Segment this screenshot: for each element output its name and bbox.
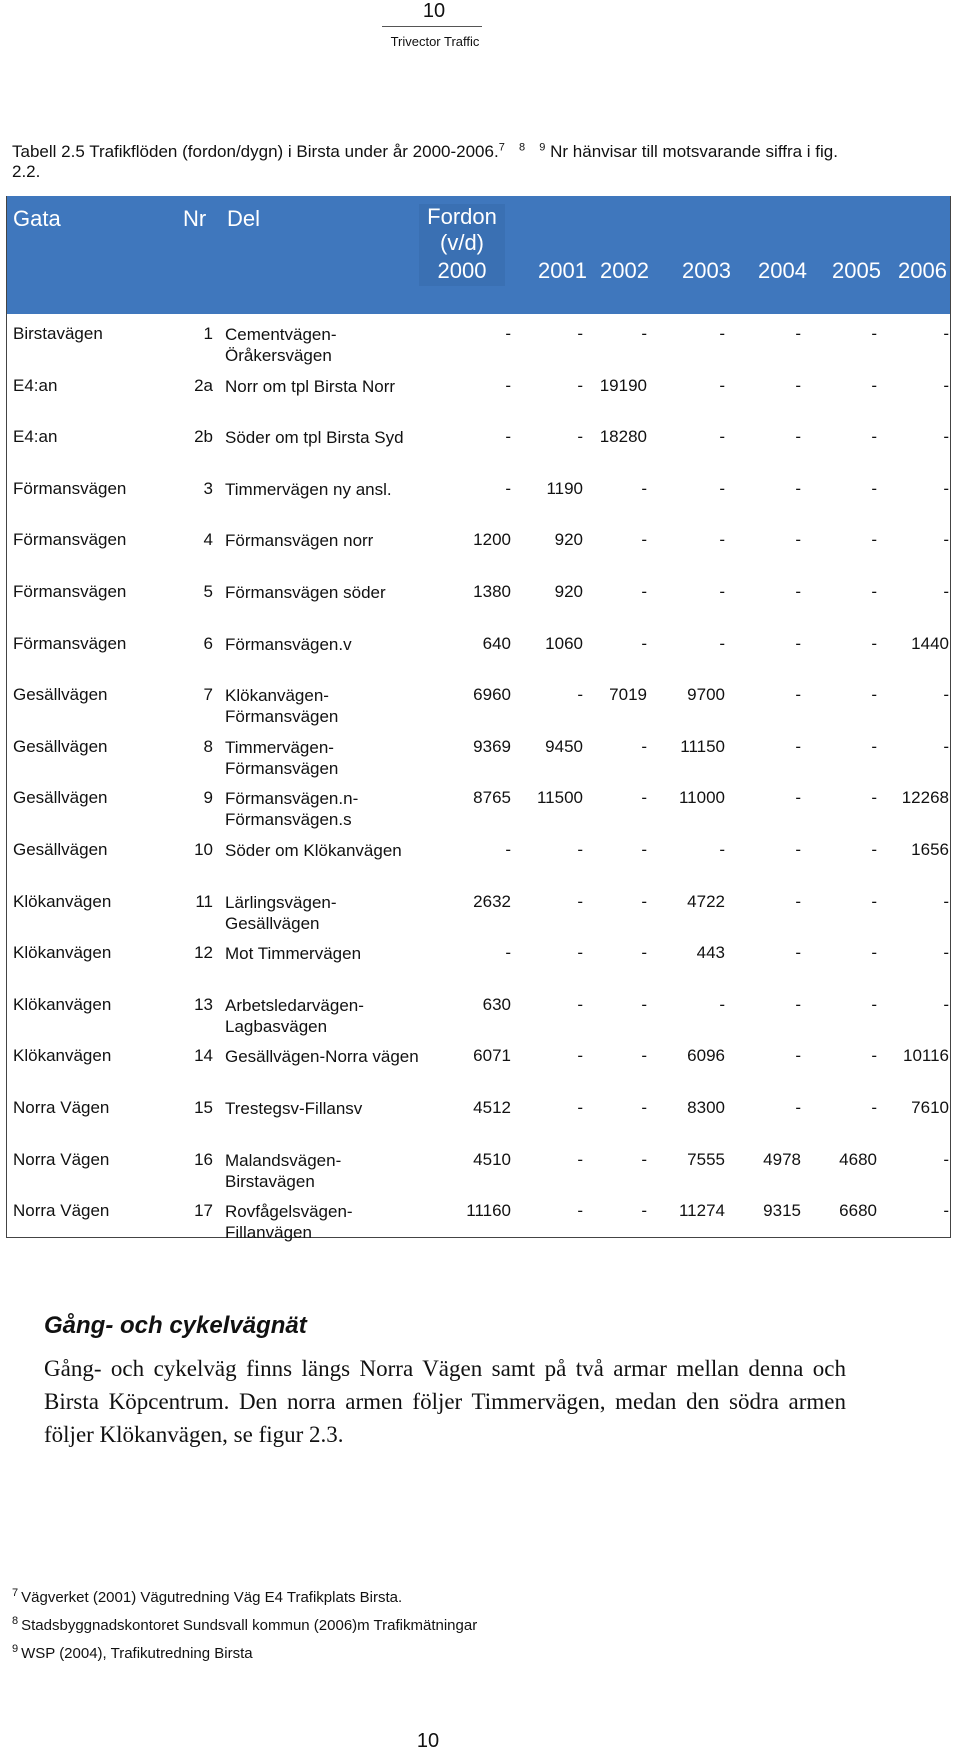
header-year-2004: 2004 <box>758 258 807 283</box>
cell-year-2000: - <box>505 479 511 498</box>
cell-year-2006: - <box>943 582 949 601</box>
cell-nr: 1 <box>203 324 213 343</box>
cell-year-2002: - <box>641 582 647 601</box>
cell-year-2006: - <box>943 995 949 1014</box>
table-row <box>7 582 950 622</box>
cell-nr: 2b <box>194 427 213 446</box>
section-paragraph: Gång- och cykelväg finns längs Norra Vägen samt på två armar mellan denna och Birsta Köpcentrum. Den norra armen följer Timmervägen, medan den södra armen följer Klökanvägen, se figur 2.3. <box>44 1356 846 1447</box>
table-row <box>7 1150 950 1190</box>
cell-gata: Förmansvägen <box>13 634 127 653</box>
table-row <box>7 788 950 828</box>
cell-year-2005: - <box>871 995 877 1014</box>
cell-year-2001: 1060 <box>545 634 583 653</box>
header-page-number: 10 <box>422 0 446 22</box>
cell-nr: 5 <box>203 582 213 601</box>
cell-year-2002: 19190 <box>599 376 647 395</box>
cell-del: Förmansvägen.v <box>225 635 352 654</box>
cell-year-2005: - <box>871 840 877 859</box>
cell-year-2003: 11274 <box>678 1201 725 1220</box>
cell-del: Klökanvägen-Förmansvägen <box>225 686 339 726</box>
footnote-9 <box>12 1644 477 1672</box>
cell-nr: 17 <box>194 1201 213 1220</box>
cell-del: Trestegsv-Fillansv <box>225 1099 363 1118</box>
table-row <box>7 427 950 467</box>
cell-year-2004: - <box>795 479 801 498</box>
cell-del: Söder om tpl Birsta Syd <box>225 428 404 447</box>
cell-year-2000: 1380 <box>473 582 511 601</box>
cell-del: Malandsvägen-Birstavägen <box>225 1151 342 1191</box>
cell-year-2001: 920 <box>554 582 583 601</box>
table-row <box>7 943 950 983</box>
cell-del: Förmansvägen söder <box>225 583 386 602</box>
cell-year-2004: - <box>795 1098 801 1117</box>
header-del: Del <box>227 206 261 231</box>
cell-nr: 15 <box>194 1098 213 1117</box>
cell-year-2001: - <box>577 892 583 911</box>
cell-year-2001: - <box>577 840 583 859</box>
cell-year-2003: 11150 <box>680 737 725 756</box>
cell-year-2003: 9700 <box>687 685 725 704</box>
footnote-8 <box>12 1616 477 1644</box>
cell-year-2002: - <box>641 943 647 962</box>
cell-year-2003: 11000 <box>678 788 725 807</box>
cell-year-2001: - <box>577 1046 583 1065</box>
cell-year-2004: - <box>795 376 801 395</box>
traffic-table <box>6 196 951 1242</box>
cell-year-2003: - <box>719 530 725 549</box>
caption-text: Tabell 2.5 Trafikflöden (fordon/dygn) i Birsta under år 2000-2006. <box>12 142 499 161</box>
cell-year-2000: - <box>505 840 511 859</box>
header-year-2003: 2003 <box>682 258 731 283</box>
cell-year-2004: - <box>795 530 801 549</box>
cell-year-2000: 8765 <box>473 788 511 807</box>
cell-year-2006: 10116 <box>902 1046 949 1065</box>
table-row <box>7 634 950 674</box>
cell-year-2005: - <box>871 479 877 498</box>
cell-gata: E4:an <box>13 427 58 446</box>
table-row <box>7 1046 950 1086</box>
table-row <box>7 892 950 932</box>
header-gata: Gata <box>13 206 61 231</box>
cell-year-2006: - <box>943 324 949 343</box>
cell-year-2002: - <box>641 1098 647 1117</box>
cell-year-2001: - <box>577 995 583 1014</box>
cell-year-2001: - <box>577 324 583 343</box>
table-row <box>7 737 950 777</box>
table-row <box>7 995 950 1035</box>
table-row <box>7 479 950 519</box>
cell-del: Cementvägen-Öråkersvägen <box>225 325 337 365</box>
cell-gata: Gesällvägen <box>13 737 108 756</box>
cell-year-2003: - <box>719 324 725 343</box>
cell-year-2006: 12268 <box>901 788 949 807</box>
cell-year-2000: - <box>505 324 511 343</box>
cell-year-2000: 2632 <box>473 892 511 911</box>
cell-del: Lärlingsvägen-Gesällvägen <box>225 893 337 933</box>
cell-year-2001: - <box>577 427 583 446</box>
cell-year-2002: - <box>641 634 647 653</box>
cell-year-2002: 7019 <box>609 685 647 704</box>
cell-year-2002: - <box>641 892 647 911</box>
cell-year-2003: 443 <box>696 943 725 962</box>
header-fordon: Fordon <box>427 204 497 229</box>
cell-year-2005: - <box>871 685 877 704</box>
cell-del: Mot Timmervägen <box>225 944 362 963</box>
footnote-text: Vägverket (2001) Vägutredning Väg E4 Trafikplats Birsta. <box>21 1589 403 1606</box>
cell-year-2006: - <box>943 943 949 962</box>
footnote-number: 8 <box>12 1615 19 1627</box>
cell-year-2005: - <box>871 1098 877 1117</box>
table-row <box>7 685 950 725</box>
cell-year-2004: - <box>795 892 801 911</box>
cell-year-2006: - <box>943 1201 949 1220</box>
cell-year-2002: - <box>641 788 647 807</box>
cell-year-2005: - <box>871 376 877 395</box>
cell-year-2004: - <box>795 943 801 962</box>
table-row <box>7 840 950 880</box>
cell-del: Förmansvägen.n-Förmansvägen.s <box>225 789 359 829</box>
cell-year-2001: 1190 <box>546 479 583 498</box>
cell-del: Timmervägen ny ansl. <box>225 480 392 499</box>
cell-year-2003: - <box>719 840 725 859</box>
cell-year-2002: 18280 <box>599 427 647 446</box>
cell-year-2003: 8300 <box>687 1098 725 1117</box>
cell-year-2002: - <box>641 324 647 343</box>
cell-gata: E4:an <box>13 376 58 395</box>
cell-year-2003: - <box>719 427 725 446</box>
cell-year-2005: - <box>871 1046 877 1065</box>
cell-year-2004: - <box>795 1046 801 1065</box>
cell-year-2006: 7610 <box>911 1098 949 1117</box>
cell-year-2003: - <box>719 479 725 498</box>
cell-gata: Gesällvägen <box>13 788 108 807</box>
cell-year-2000: 4510 <box>473 1150 511 1169</box>
cell-del: Gesällvägen-Norra vägen <box>225 1047 419 1066</box>
header-nr: Nr <box>183 206 207 231</box>
cell-year-2002: - <box>641 1046 647 1065</box>
cell-gata: Klökanvägen <box>13 943 112 962</box>
cell-gata: Förmansvägen <box>13 582 127 601</box>
footnote-number: 7 <box>12 1587 19 1599</box>
cell-year-2004: - <box>795 685 801 704</box>
cell-gata: Gesällvägen <box>13 685 108 704</box>
header-year-2002: 2002 <box>600 258 649 283</box>
cell-nr: 4 <box>203 530 213 549</box>
table-header <box>7 196 950 314</box>
cell-year-2004: - <box>795 582 801 601</box>
cell-year-2006: - <box>943 530 949 549</box>
cell-year-2002: - <box>641 1150 647 1169</box>
cell-nr: 8 <box>203 737 213 756</box>
cell-year-2003: 7555 <box>687 1150 725 1169</box>
cell-del: Söder om Klökanvägen <box>225 841 402 860</box>
cell-year-2000: 6071 <box>473 1046 511 1065</box>
cell-year-2005: 4680 <box>839 1150 877 1169</box>
cell-year-2006: 1656 <box>911 840 949 859</box>
footer-page-number: 10 <box>416 1730 440 1752</box>
cell-del: Förmansvägen norr <box>225 531 374 550</box>
cell-year-2005: - <box>871 582 877 601</box>
footnotes <box>12 1588 477 1672</box>
cell-nr: 10 <box>194 840 213 859</box>
table-row <box>7 530 950 570</box>
cell-year-2001: - <box>577 1150 583 1169</box>
caption-footnote-ref-9: 9 <box>539 141 546 154</box>
cell-year-2004: - <box>795 788 801 807</box>
cell-del: Rovfågelsvägen-Fillanvägen <box>225 1202 353 1242</box>
cell-year-2003: 4722 <box>687 892 725 911</box>
cell-nr: 7 <box>203 685 213 704</box>
cell-year-2006: - <box>943 892 949 911</box>
cell-year-2001: - <box>577 1201 583 1220</box>
cell-year-2005: 6680 <box>839 1201 877 1220</box>
caption-footnote-ref-7: 7 <box>498 141 505 154</box>
cell-year-2000: 6960 <box>473 685 511 704</box>
cell-year-2005: - <box>871 892 877 911</box>
cell-nr: 14 <box>194 1046 213 1065</box>
cell-year-2005: - <box>871 427 877 446</box>
cell-gata: Klökanvägen <box>13 1046 112 1065</box>
cell-year-2005: - <box>871 788 877 807</box>
table-caption <box>12 142 852 182</box>
cell-year-2006: - <box>943 376 949 395</box>
cell-del: Timmervägen-Förmansvägen <box>225 738 339 778</box>
header-year-2005: 2005 <box>832 258 881 283</box>
cell-gata: Birstavägen <box>13 324 103 343</box>
cell-gata: Förmansvägen <box>13 530 127 549</box>
cell-year-2006: 1440 <box>911 634 949 653</box>
cell-year-2006: - <box>943 685 949 704</box>
cell-gata: Klökanvägen <box>13 892 112 911</box>
cell-del: Arbetsledarvägen-Lagbasvägen <box>225 996 364 1036</box>
cell-year-2002: - <box>641 737 647 756</box>
cell-year-2003: 6096 <box>687 1046 725 1065</box>
cell-nr: 9 <box>203 788 213 807</box>
cell-gata: Klökanvägen <box>13 995 112 1014</box>
footnote-number: 9 <box>12 1643 19 1655</box>
cell-year-2005: - <box>871 737 877 756</box>
cell-year-2001: 920 <box>554 530 583 549</box>
cell-year-2006: - <box>943 479 949 498</box>
cell-gata: Norra Vägen <box>13 1201 110 1220</box>
cell-gata: Norra Vägen <box>13 1098 110 1117</box>
header-year-2006: 2006 <box>898 258 947 283</box>
table-row <box>7 376 950 416</box>
header-year-2000: 2000 <box>437 258 487 283</box>
cell-year-2001: - <box>577 943 583 962</box>
cell-gata: Gesällvägen <box>13 840 108 859</box>
caption-footnote-ref-8: 8 <box>518 141 526 154</box>
cell-year-2001: - <box>577 685 583 704</box>
cell-year-2000: 630 <box>482 995 511 1014</box>
cell-nr: 6 <box>203 634 213 653</box>
cell-nr: 2a <box>194 376 213 395</box>
table-row <box>7 1098 950 1138</box>
cell-year-2005: - <box>871 530 877 549</box>
cell-year-2004: 4978 <box>763 1150 801 1169</box>
cell-nr: 11 <box>195 892 213 911</box>
cell-year-2000: - <box>505 943 511 962</box>
cell-year-2000: 11160 <box>466 1201 511 1220</box>
cell-nr: 16 <box>194 1150 213 1169</box>
cell-year-2001: - <box>577 1098 583 1117</box>
cell-year-2006: - <box>943 1150 949 1169</box>
cell-year-2000: 1200 <box>473 530 511 549</box>
footnote-7 <box>12 1588 477 1616</box>
header-company: Trivector Traffic <box>390 34 480 49</box>
cell-year-2004: 9315 <box>763 1201 801 1220</box>
cell-nr: 13 <box>194 995 213 1014</box>
cell-nr: 12 <box>194 943 213 962</box>
cell-year-2000: 640 <box>482 634 511 653</box>
cell-year-2002: - <box>641 840 647 859</box>
table-row <box>7 1201 950 1241</box>
cell-year-2004: - <box>795 840 801 859</box>
header-rule <box>382 26 482 27</box>
header-vd: (v/d) <box>440 230 484 255</box>
cell-del: Norr om tpl Birsta Norr <box>225 377 396 396</box>
cell-year-2000: - <box>505 376 511 395</box>
footnote-text: Stadsbyggnadskontoret Sundsvall kommun (2006)m Trafikmätningar <box>21 1617 478 1634</box>
cell-year-2006: - <box>943 737 949 756</box>
cell-year-2000: 4512 <box>473 1098 511 1117</box>
cell-year-2005: - <box>871 943 877 962</box>
cell-year-2004: - <box>795 427 801 446</box>
cell-year-2004: - <box>795 995 801 1014</box>
cell-year-2002: - <box>641 479 647 498</box>
cell-year-2000: 9369 <box>473 737 511 756</box>
cell-year-2002: - <box>641 995 647 1014</box>
cell-nr: 3 <box>203 479 213 498</box>
caption-text-2: Nr hänvisar till motsvarande siffra i fig. 2.2. <box>12 142 838 181</box>
cell-gata: Norra Vägen <box>13 1150 110 1169</box>
cell-year-2005: - <box>871 324 877 343</box>
table-row <box>7 324 950 364</box>
cell-year-2005: - <box>871 634 877 653</box>
cell-year-2004: - <box>795 634 801 653</box>
footnote-text: WSP (2004), Trafikutredning Birsta <box>21 1645 253 1662</box>
cell-year-2003: - <box>719 634 725 653</box>
cell-year-2001: 11500 <box>536 788 583 807</box>
cell-year-2004: - <box>795 324 801 343</box>
cell-year-2002: - <box>641 1201 647 1220</box>
cell-year-2000: - <box>505 427 511 446</box>
cell-year-2006: - <box>943 427 949 446</box>
cell-year-2003: - <box>719 376 725 395</box>
cell-year-2003: - <box>719 582 725 601</box>
cell-year-2002: - <box>641 530 647 549</box>
cell-year-2001: 9450 <box>545 737 583 756</box>
cell-gata: Förmansvägen <box>13 479 127 498</box>
cell-year-2001: - <box>577 376 583 395</box>
cell-year-2004: - <box>795 737 801 756</box>
header-year-2001: 2001 <box>538 258 587 283</box>
section-heading: Gång- och cykelvägnät <box>44 1312 307 1339</box>
cell-year-2003: - <box>719 995 725 1014</box>
